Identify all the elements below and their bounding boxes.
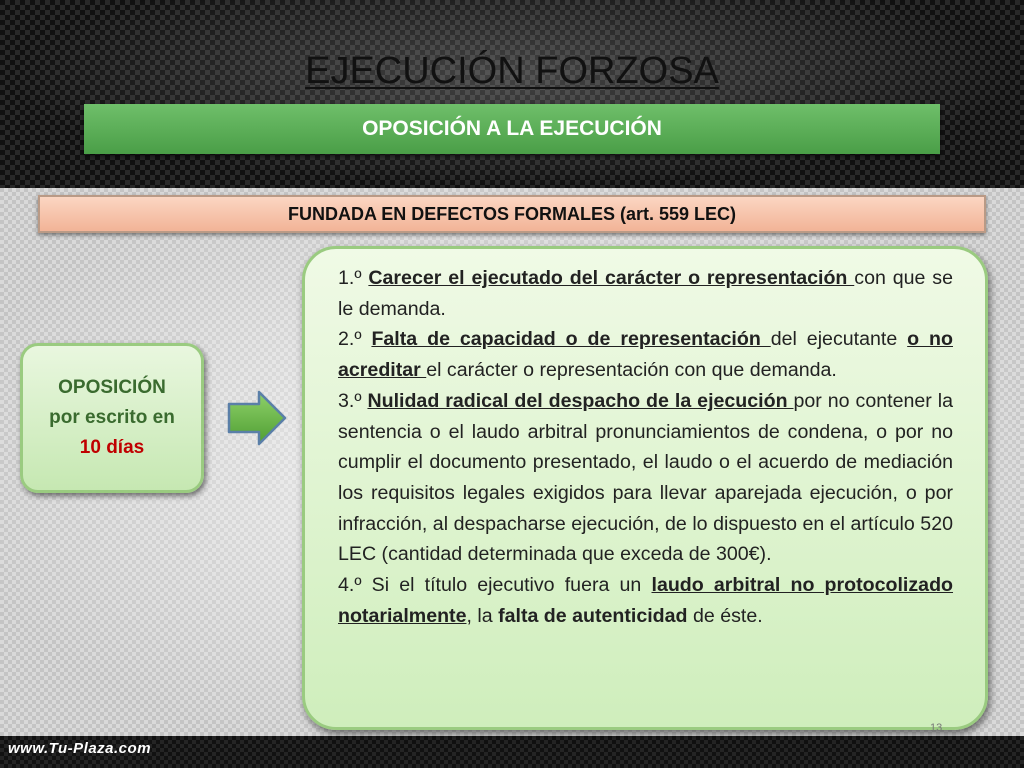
item-text: con que se le demanda. <box>338 267 953 320</box>
item-heading: laudo arbitral no protocolizado notarialmente <box>338 574 954 627</box>
section-header-label: OPOSICIÓN A LA EJECUCIÓN <box>362 117 662 140</box>
item-text: por no contener la sentencia o el laudo arbitral pronunciamientos de condena, o por no cumplir el documento presentado, el laudo o el acuerdo de mediación los requisitos legales exigidos para llevar aparejada ejecución, o por infracción, al despacharse ejecución, de lo dispuesto en el artículo 520 LEC (cantidad determinada que exceda de 300€). <box>338 389 953 566</box>
item-text: del ejecutante <box>770 328 908 351</box>
oposicion-box <box>20 343 204 493</box>
header-background <box>0 0 1024 188</box>
list-item <box>338 570 953 631</box>
page-number: 13 <box>930 722 943 734</box>
item-text: , la <box>466 604 499 627</box>
footer-strip <box>0 736 1024 768</box>
item-heading-2: o no acreditar <box>338 328 953 382</box>
item-number: 1.º <box>338 267 369 289</box>
subheader-bar <box>38 195 986 233</box>
oposicion-subtitle: por escrito en <box>49 407 175 428</box>
oposicion-title: OPOSICIÓN <box>58 377 166 398</box>
item-emphasis: falta de autenticidad <box>498 604 688 627</box>
item-heading: Falta de capacidad o de representación <box>371 328 771 351</box>
list-item <box>338 324 953 385</box>
item-text-2: de éste. <box>687 604 763 627</box>
section-header <box>84 104 940 154</box>
item-number: 2.º <box>338 328 372 351</box>
item-number: 3.º <box>338 389 368 412</box>
oposicion-days: 10 días <box>79 437 145 458</box>
item-heading: Nulidad radical del despacho de la ejecución <box>367 389 794 412</box>
item-text-2: el carácter o representación con que demanda. <box>426 359 837 382</box>
slide-title: EJECUCIÓN FORZOSA <box>305 50 719 92</box>
footer-brand-logo: www.Tu-Plaza.com <box>8 740 152 757</box>
list-item <box>338 386 953 570</box>
item-number: 4.º Si el título ejecutivo fuera un <box>338 574 652 597</box>
right-arrow-icon <box>227 390 287 446</box>
subheader-label: FUNDADA EN DEFECTOS FORMALES (art. 559 LEC) <box>287 203 737 224</box>
item-heading: Carecer el ejecutado del carácter o representación <box>368 267 855 289</box>
list-item <box>338 263 953 324</box>
grounds-list-box <box>302 246 988 730</box>
